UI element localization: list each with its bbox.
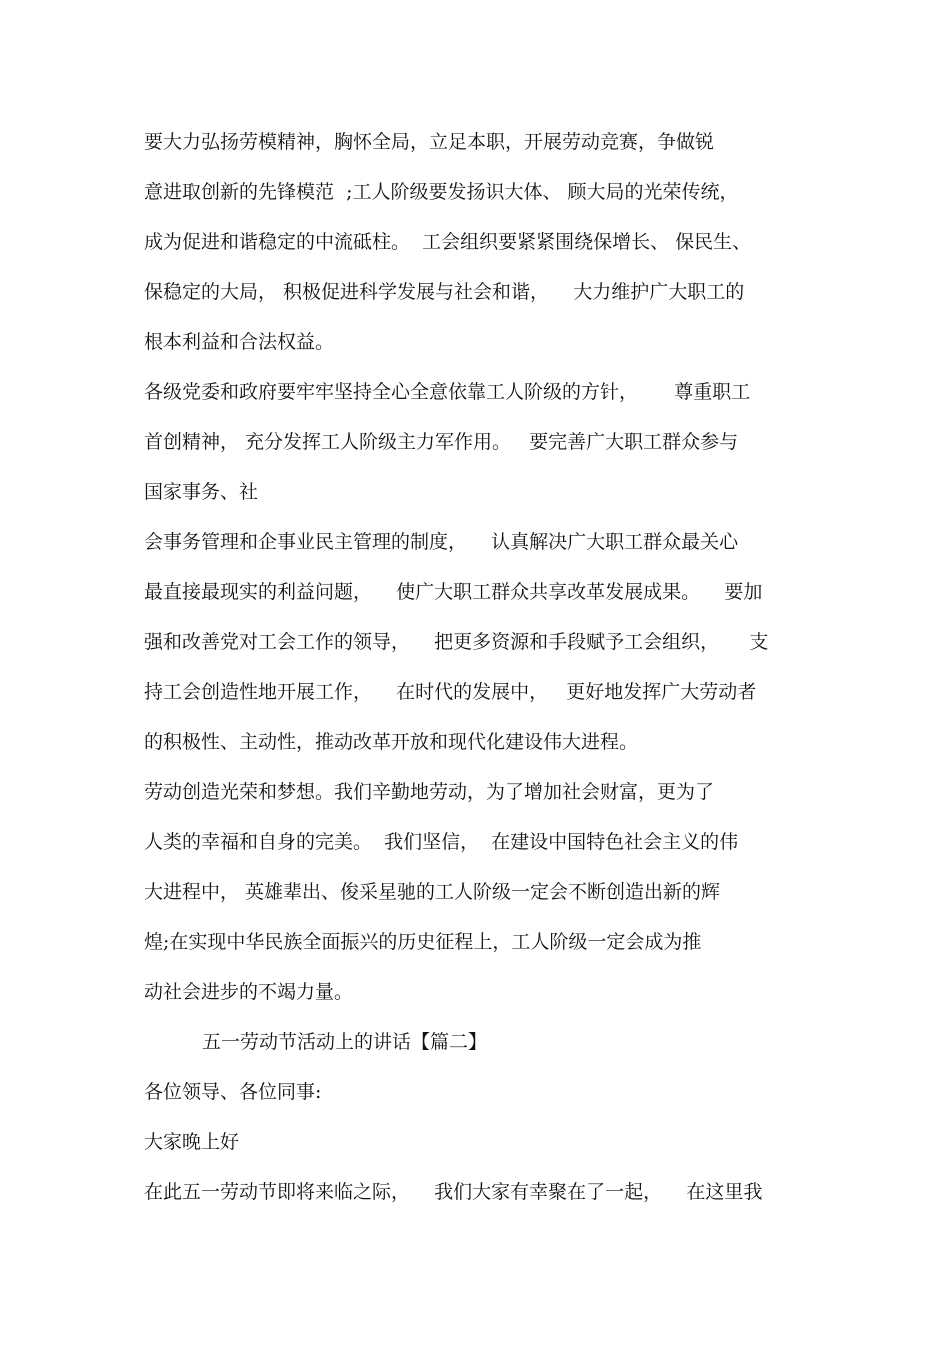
paragraph-line: 在此五一劳动节即将来临之际， 我们大家有幸聚在了一起， 在这里我	[144, 1181, 763, 1203]
paragraph-line: 动社会进步的不竭力量。	[144, 981, 354, 1003]
paragraph-line: 会事务管理和企事业民主管理的制度， 认真解决广大职工群众最关心	[144, 531, 739, 553]
paragraph-line: 保稳定的大局， 积极促进科学发展与社会和谐， 大力维护广大职工的	[144, 281, 745, 303]
paragraph-line: 最直接最现实的利益问题， 使广大职工群众共享改革发展成果。 要加	[144, 581, 763, 603]
paragraph-line: 首创精神， 充分发挥工人阶级主力军作用。 要完善广大职工群众参与	[144, 431, 739, 453]
paragraph-line: 劳动创造光荣和梦想。我们辛勤地劳动，为了增加社会财富，更为了	[144, 781, 715, 803]
paragraph-line: 的积极性、主动性，推动改革开放和现代化建设伟大进程。	[144, 731, 639, 753]
paragraph-line: 人类的幸福和自身的完美。 我们坚信， 在建设中国特色社会主义的伟	[144, 831, 739, 853]
paragraph-line: 大进程中， 英雄辈出、俊采星驰的工人阶级一定会不断创造出新的辉	[144, 881, 721, 903]
paragraph-line: 各级党委和政府要牢牢坚持全心全意依靠工人阶级的方针， 尊重职工	[144, 381, 751, 403]
greeting: 大家晚上好	[144, 1131, 240, 1153]
paragraph-line: 要大力弘扬劳模精神，胸怀全局，立足本职，开展劳动竞赛，争做锐	[144, 131, 715, 153]
paragraph-line: 国家事务、社	[144, 481, 259, 503]
paragraph-line: 意进取创新的先锋模范 ;工人阶级要发扬识大体、 顾大局的光荣传统，	[144, 181, 739, 203]
section-heading: 五一劳动节活动上的讲话【篇二】	[202, 1031, 488, 1053]
paragraph-line: 根本利益和合法权益。	[144, 331, 335, 353]
paragraph-line: 持工会创造性地开展工作， 在时代的发展中， 更好地发挥广大劳动者	[144, 681, 757, 703]
paragraph-line: 强和改善党对工会工作的领导， 把更多资源和手段赋予工会组织， 支	[144, 631, 769, 653]
paragraph-line: 成为促进和谐稳定的中流砥柱。 工会组织要紧紧围绕保增长、 保民生、	[144, 231, 752, 253]
salutation: 各位领导、各位同事:	[144, 1081, 322, 1103]
paragraph-line: 煌;在实现中华民族全面振兴的历史征程上，工人阶级一定会成为推	[144, 931, 702, 953]
